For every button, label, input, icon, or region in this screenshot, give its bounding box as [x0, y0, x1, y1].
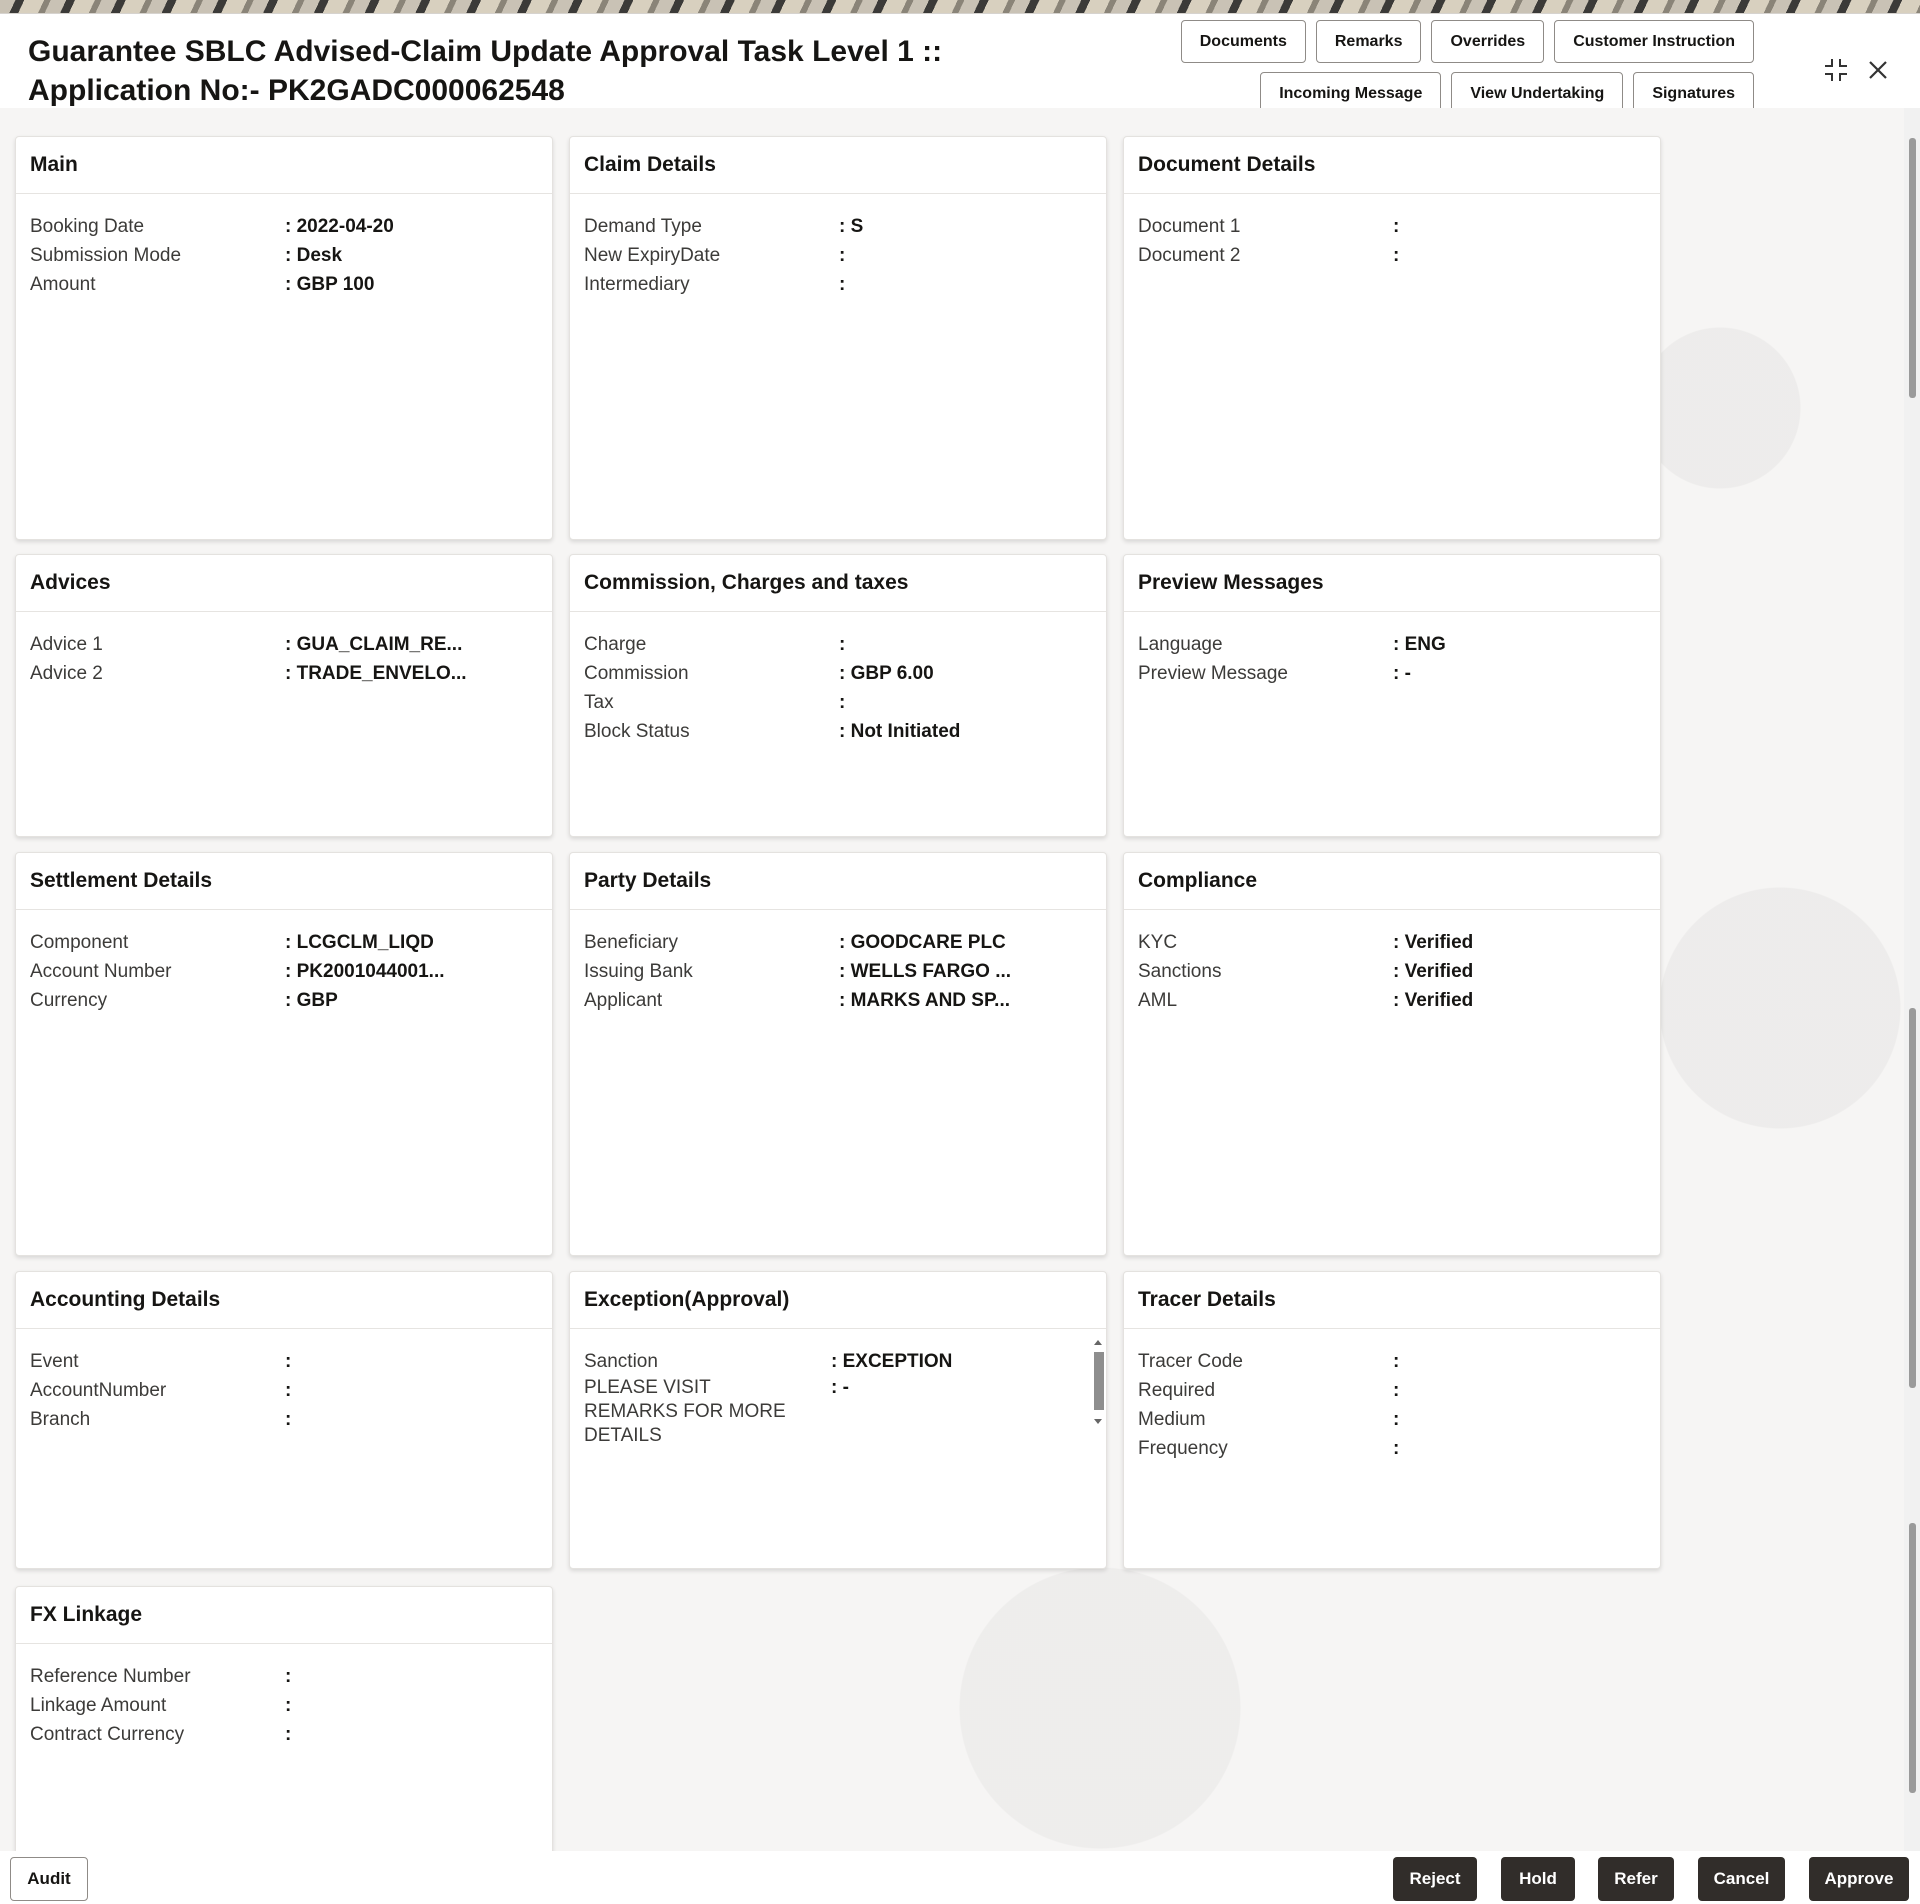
- scroll-up-icon[interactable]: [1094, 1340, 1102, 1345]
- field-label: Demand Type: [584, 216, 702, 237]
- field-label: Issuing Bank: [584, 961, 693, 982]
- header-bar: [0, 14, 1920, 121]
- field-label: New ExpiryDate: [584, 245, 721, 266]
- scroll-thumb[interactable]: [1909, 1008, 1916, 1388]
- content-area: [0, 108, 1904, 1851]
- field-row: [584, 659, 1092, 688]
- header-buttons-row-1: [1181, 20, 1754, 63]
- card-title: Compliance: [1124, 853, 1660, 910]
- field-value: : Verified: [1393, 932, 1474, 953]
- field-row: [1138, 212, 1646, 241]
- field-label: KYC: [1138, 932, 1178, 953]
- field-label: Amount: [30, 274, 96, 295]
- field-value: :: [285, 1351, 292, 1372]
- preview-messages-card: [1123, 554, 1661, 837]
- field-value: : GOODCARE PLC: [839, 932, 1006, 953]
- field-label: Submission Mode: [30, 245, 182, 266]
- exception-scrollbar[interactable]: [1092, 1338, 1106, 1426]
- field-row: [584, 1376, 1082, 1448]
- refer-button[interactable]: Refer: [1598, 1857, 1674, 1901]
- field-row: [30, 1691, 538, 1720]
- field-row: [30, 1376, 538, 1405]
- remarks-button[interactable]: Remarks: [1316, 20, 1422, 63]
- field-label: Block Status: [584, 721, 690, 742]
- field-value: :: [839, 274, 846, 295]
- field-row: [30, 241, 538, 270]
- main-card: [15, 136, 553, 540]
- field-value: :: [285, 1724, 292, 1745]
- field-value: : GBP 6.00: [839, 663, 934, 684]
- scroll-thumb[interactable]: [1094, 1352, 1104, 1410]
- field-value: :: [1393, 245, 1400, 266]
- overrides-button[interactable]: Overrides: [1431, 20, 1544, 63]
- field-row: [584, 928, 1092, 957]
- card-title: FX Linkage: [16, 1587, 552, 1644]
- field-value: :: [285, 1666, 292, 1687]
- card-title: Document Details: [1124, 137, 1660, 194]
- field-label: Sanction: [584, 1351, 658, 1372]
- claim-details-card: [569, 136, 1107, 540]
- card-title: Preview Messages: [1124, 555, 1660, 612]
- field-value: : ENG: [1393, 634, 1446, 655]
- field-value: : TRADE_ENVELO...: [285, 663, 467, 684]
- field-label: Preview Message: [1138, 663, 1288, 684]
- card-title: Settlement Details: [16, 853, 552, 910]
- view-undertaking-button[interactable]: View Undertaking: [1451, 72, 1623, 115]
- accounting-details-card: [15, 1271, 553, 1569]
- tracer-details-card: [1123, 1271, 1661, 1569]
- exception-approval-card: [569, 1271, 1107, 1569]
- customer-instruction-button[interactable]: Customer Instruction: [1554, 20, 1754, 63]
- field-label: Sanctions: [1138, 961, 1222, 982]
- audit-button[interactable]: Audit: [10, 1857, 88, 1901]
- field-row: [30, 1347, 538, 1376]
- field-value: :: [285, 1380, 292, 1401]
- field-value: : WELLS FARGO ...: [839, 961, 1012, 982]
- field-row: [30, 1720, 538, 1749]
- field-label: Frequency: [1138, 1438, 1228, 1459]
- field-value: : S: [839, 216, 864, 237]
- advices-card: [15, 554, 553, 837]
- field-value: :: [285, 1695, 292, 1716]
- field-value: : 2022-04-20: [285, 216, 394, 237]
- field-value: : PK2001044001...: [285, 961, 445, 982]
- footer-bar: [0, 1851, 1920, 1904]
- field-label: Language: [1138, 634, 1223, 655]
- field-row: [1138, 957, 1646, 986]
- title-line-1: Guarantee SBLC Advised-Claim Update Approval Task Level 1 ::: [28, 35, 943, 68]
- field-value: : MARKS AND SP...: [839, 990, 1011, 1011]
- field-value: :: [839, 634, 846, 655]
- field-row: [30, 630, 538, 659]
- field-value: :: [839, 245, 846, 266]
- card-title: Advices: [16, 555, 552, 612]
- approve-button[interactable]: Approve: [1809, 1857, 1909, 1901]
- field-row: [30, 659, 538, 688]
- field-row: [584, 270, 1092, 299]
- field-row: [30, 1662, 538, 1691]
- party-details-card: [569, 852, 1107, 1256]
- field-row: [584, 630, 1092, 659]
- field-row: [1138, 659, 1646, 688]
- field-value: : GBP: [285, 990, 338, 1011]
- field-value: : EXCEPTION: [831, 1351, 953, 1372]
- field-value: : -: [831, 1377, 849, 1398]
- field-value: :: [1393, 1351, 1400, 1372]
- field-row: [1138, 1376, 1646, 1405]
- field-label: Required: [1138, 1380, 1216, 1401]
- field-row: [584, 241, 1092, 270]
- field-row: [30, 957, 538, 986]
- incoming-message-button[interactable]: Incoming Message: [1260, 72, 1441, 115]
- document-details-card: [1123, 136, 1661, 540]
- field-label: Tax: [584, 692, 614, 713]
- compliance-card: [1123, 852, 1661, 1256]
- field-row: [584, 212, 1092, 241]
- field-value: : Not Initiated: [839, 721, 961, 742]
- field-value: : Desk: [285, 245, 343, 266]
- scroll-thumb[interactable]: [1909, 138, 1916, 398]
- field-label: Advice 2: [30, 663, 103, 684]
- field-label: Commission: [584, 663, 689, 684]
- collapse-icon[interactable]: [1820, 54, 1852, 86]
- card-title: Accounting Details: [16, 1272, 552, 1329]
- field-row: [584, 957, 1092, 986]
- field-value: : Verified: [1393, 961, 1474, 982]
- field-label: Document 1: [1138, 216, 1241, 237]
- field-value: :: [1393, 216, 1400, 237]
- field-label: Contract Currency: [30, 1724, 185, 1745]
- field-label: Account Number: [30, 961, 172, 982]
- field-label: Advice 1: [30, 634, 103, 655]
- field-label: AML: [1138, 990, 1178, 1011]
- field-label: Branch: [30, 1409, 91, 1430]
- field-row: [584, 717, 1092, 746]
- cancel-button[interactable]: Cancel: [1698, 1857, 1785, 1901]
- field-label: Beneficiary: [584, 932, 678, 953]
- field-label: Document 2: [1138, 245, 1241, 266]
- close-icon[interactable]: [1862, 54, 1894, 86]
- field-row: [30, 986, 538, 1015]
- field-value: : Verified: [1393, 990, 1474, 1011]
- documents-button[interactable]: Documents: [1181, 20, 1306, 63]
- field-row: [1138, 1405, 1646, 1434]
- field-label: Linkage Amount: [30, 1695, 167, 1716]
- reject-button[interactable]: Reject: [1393, 1857, 1477, 1901]
- field-row: [584, 986, 1092, 1015]
- card-title: Tracer Details: [1124, 1272, 1660, 1329]
- field-value: : LCGCLM_LIQD: [285, 932, 434, 953]
- field-row: [1138, 241, 1646, 270]
- field-row: [1138, 630, 1646, 659]
- field-value: : GUA_CLAIM_RE...: [285, 634, 463, 655]
- page-scrollbar[interactable]: [1904, 108, 1920, 1851]
- field-row: [30, 928, 538, 957]
- field-value: : -: [1393, 663, 1411, 684]
- scroll-down-icon[interactable]: [1094, 1419, 1102, 1424]
- scroll-thumb[interactable]: [1909, 1523, 1916, 1793]
- field-label: Currency: [30, 990, 108, 1011]
- commission-charges-card: [569, 554, 1107, 837]
- fx-linkage-card: [15, 1586, 553, 1851]
- hold-button[interactable]: Hold: [1501, 1857, 1575, 1901]
- field-value: :: [1393, 1438, 1400, 1459]
- signatures-button[interactable]: Signatures: [1633, 72, 1754, 115]
- field-label: Medium: [1138, 1409, 1206, 1430]
- field-row: [30, 1405, 538, 1434]
- field-value: :: [285, 1409, 292, 1430]
- field-label: Reference Number: [30, 1666, 191, 1687]
- field-value: :: [1393, 1380, 1400, 1401]
- field-row: [1138, 986, 1646, 1015]
- card-title: Claim Details: [570, 137, 1106, 194]
- field-row: [1138, 1434, 1646, 1463]
- card-title: Commission, Charges and taxes: [570, 555, 1106, 612]
- field-row: [584, 688, 1092, 717]
- field-label: Booking Date: [30, 216, 145, 237]
- field-row: [584, 1347, 1082, 1376]
- field-label: Intermediary: [584, 274, 690, 295]
- top-decorative-strip: [0, 0, 1920, 13]
- field-row: [30, 212, 538, 241]
- field-label: Tracer Code: [1138, 1351, 1243, 1372]
- page-title: [28, 32, 1028, 110]
- field-label: Charge: [584, 634, 647, 655]
- field-label: PLEASE VISIT REMARKS FOR MORE DETAILS: [584, 1377, 786, 1446]
- settlement-details-card: [15, 852, 553, 1256]
- field-label: Event: [30, 1351, 79, 1372]
- field-row: [1138, 928, 1646, 957]
- card-title: Main: [16, 137, 552, 194]
- field-label: Component: [30, 932, 129, 953]
- field-row: [1138, 1347, 1646, 1376]
- title-line-2: Application No:- PK2GADC000062548: [28, 74, 565, 107]
- field-value: :: [839, 692, 846, 713]
- field-value: :: [1393, 1409, 1400, 1430]
- field-row: [30, 270, 538, 299]
- card-title: Exception(Approval): [570, 1272, 1106, 1329]
- field-label: AccountNumber: [30, 1380, 167, 1401]
- field-value: : GBP 100: [285, 274, 375, 295]
- card-title: Party Details: [570, 853, 1106, 910]
- field-label: Applicant: [584, 990, 663, 1011]
